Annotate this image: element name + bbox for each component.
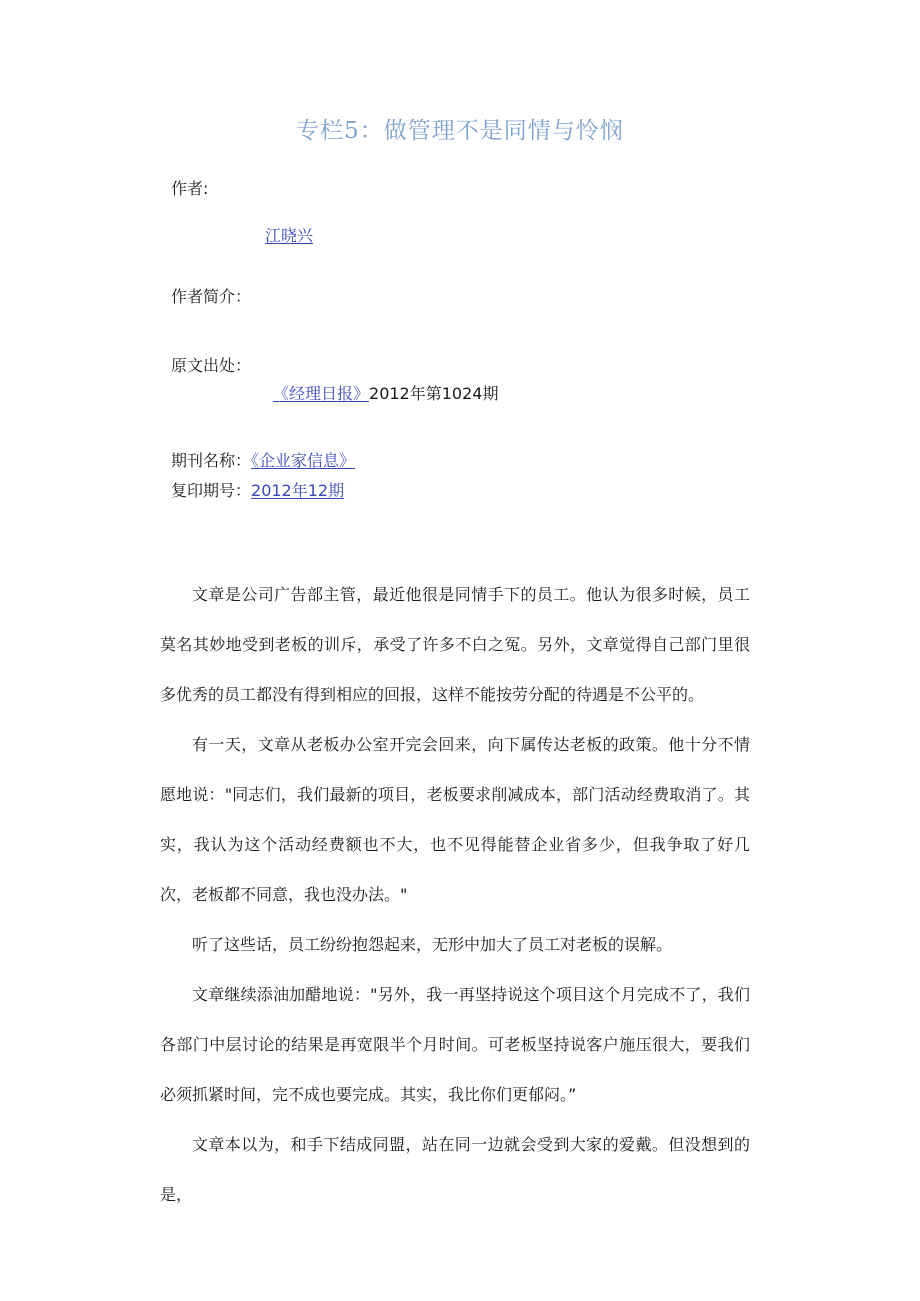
- reprint-label: 复印期号：: [171, 481, 252, 500]
- source-line: [273, 383, 498, 405]
- source-label: 原文出处：: [171, 356, 252, 375]
- article-body: [160, 570, 750, 1220]
- paragraph: 有一天，文章从老板办公室开完会回来，向下属传达老板的政策。他十分不情愿地说："同志们，我们最新的项目，老板要求削减成本，部门活动经费取消了。其实，我认为这个活动经费额也不大，也不见得能替企业省多少，但我争取了好几次，老板都不同意，我也没办法。": [160, 735, 750, 904]
- author-bio-label: 作者简介：: [171, 287, 252, 306]
- paragraph: 听了这些话，员工纷纷抱怨起来，无形中加大了员工对老板的误解。: [192, 935, 673, 954]
- reprint-issue-link[interactable]: 2012年12期: [251, 481, 345, 500]
- periodical-line: [171, 450, 355, 472]
- reprint-line: [171, 480, 344, 502]
- author-label: 作者:: [171, 179, 209, 198]
- paragraph: 文章本以为，和手下结成同盟，站在同一边就会受到大家的爱戴。但没想到的是，: [160, 1135, 750, 1204]
- paragraph: 文章是公司广告部主管，最近他很是同情手下的员工。他认为很多时候，员工莫名其妙地受到老板的训斥，承受了许多不白之冤。另外，文章觉得自己部门里很多优秀的员工都没有得到相应的回报，这样不能按劳分配的待遇是不公平的。: [160, 585, 750, 704]
- source-issue: 2012年第1024期: [369, 384, 499, 403]
- paragraph: 文章继续添油加醋地说："另外，我一再坚持说这个项目这个月完成不了，我们各部门中层讨论的结果是再宽限半个月时间。可老板坚持说客户施压很大，要我们必须抓紧时间，完不成也要完成。其实，我比你们更郁闷。”: [160, 985, 750, 1104]
- periodical-label: 期刊名称：: [171, 451, 252, 470]
- author-name-link[interactable]: 江晓兴: [265, 226, 314, 245]
- periodical-name-link[interactable]: 《企业家信息》: [251, 451, 356, 470]
- article-title: 专栏5：做管理不是同情与怜悯: [296, 118, 624, 144]
- source-journal-link[interactable]: 《经理日报》: [273, 384, 370, 403]
